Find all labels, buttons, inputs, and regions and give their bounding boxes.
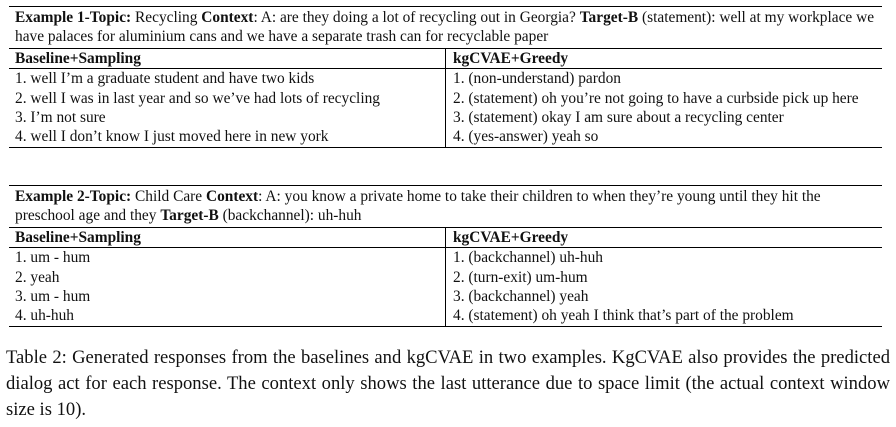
kgcvae-response: 3. (statement) okay I am sure about a recycling center [453,109,784,127]
kgcvae-response: 1. (backchannel) uh-huh [453,249,603,267]
example-2-context [9,186,882,228]
context-text: : A: are they doing a lot of recycling out in Georgia? [253,9,576,26]
topic-label: Example 1-Topic: [15,9,132,26]
table-row [9,306,882,326]
kgcvae-response: 2. (statement) oh you’re not going to have a curbside pick up here [453,89,859,107]
example-1-context-row [9,7,882,49]
baseline-response: 1. well I’m a graduate student and have two kids [9,69,446,89]
column-header-kgcvae: kgCVAE+Greedy [446,48,883,68]
example-1-table [9,6,882,148]
baseline-response: 2. yeah [9,268,446,287]
context-text: : A: you know a private home to take their children to when they’re young until they hit the preschool age and they [15,188,821,225]
column-header-baseline: Baseline+Sampling [9,48,446,68]
kgcvae-response: 3. (backchannel) yeah [453,288,589,306]
table-row [9,268,882,287]
table-row [9,248,882,268]
target-label: Target-B [579,9,639,26]
kgcvae-response: 1. (non-understand) pardon [453,70,621,88]
topic-label: Example 2-Topic: [15,188,132,205]
target-label: Target-B [160,207,219,225]
baseline-response: 2. well I was in last year and so we’ve had lots of recycling [9,89,446,108]
table-row [9,127,882,147]
kgcvae-response: 4. (statement) oh yeah I think that’s part of the problem [446,306,883,326]
target-text: (statement): well at my workplace we have palaces for aluminium cans and we have a separate trash can for recyclable paper [15,9,875,46]
baseline-response: 4. uh-huh [9,306,446,326]
topic-text: Child Care [135,188,203,205]
example-2-header-row [9,227,882,247]
baseline-response: 3. um - hum [9,287,446,306]
table-row [9,108,882,127]
example-2-table [9,185,882,327]
column-header-baseline: Baseline+Sampling [9,227,446,247]
table-row [9,69,882,89]
table-caption: Table 2: Generated responses from the baselines and kgCVAE in two examples. KgCVAE also provides the predicted dialog act for each response. The context only shows the last utterance due to space limit (the actual context window size is 10). [6,347,890,420]
topic-text: Recycling [135,9,198,26]
kgcvae-response: 4. (yes-answer) yeah so [446,127,883,147]
baseline-response: 3. I’m not sure [9,108,446,127]
table-row [9,89,882,108]
table-row [9,287,882,306]
example-2-context-row [9,186,882,228]
context-label: Context [205,188,259,205]
column-header-kgcvae: kgCVAE+Greedy [446,227,883,247]
kgcvae-response: 2. (turn-exit) um-hum [453,268,588,286]
example-1-header-row [9,48,882,68]
example-1-context [9,7,882,49]
baseline-response: 4. well I don’t know I just moved here in new york [9,127,446,147]
target-text: (backchannel): uh-huh [222,207,362,225]
baseline-response: 1. um - hum [9,248,446,268]
context-label: Context [201,9,254,26]
